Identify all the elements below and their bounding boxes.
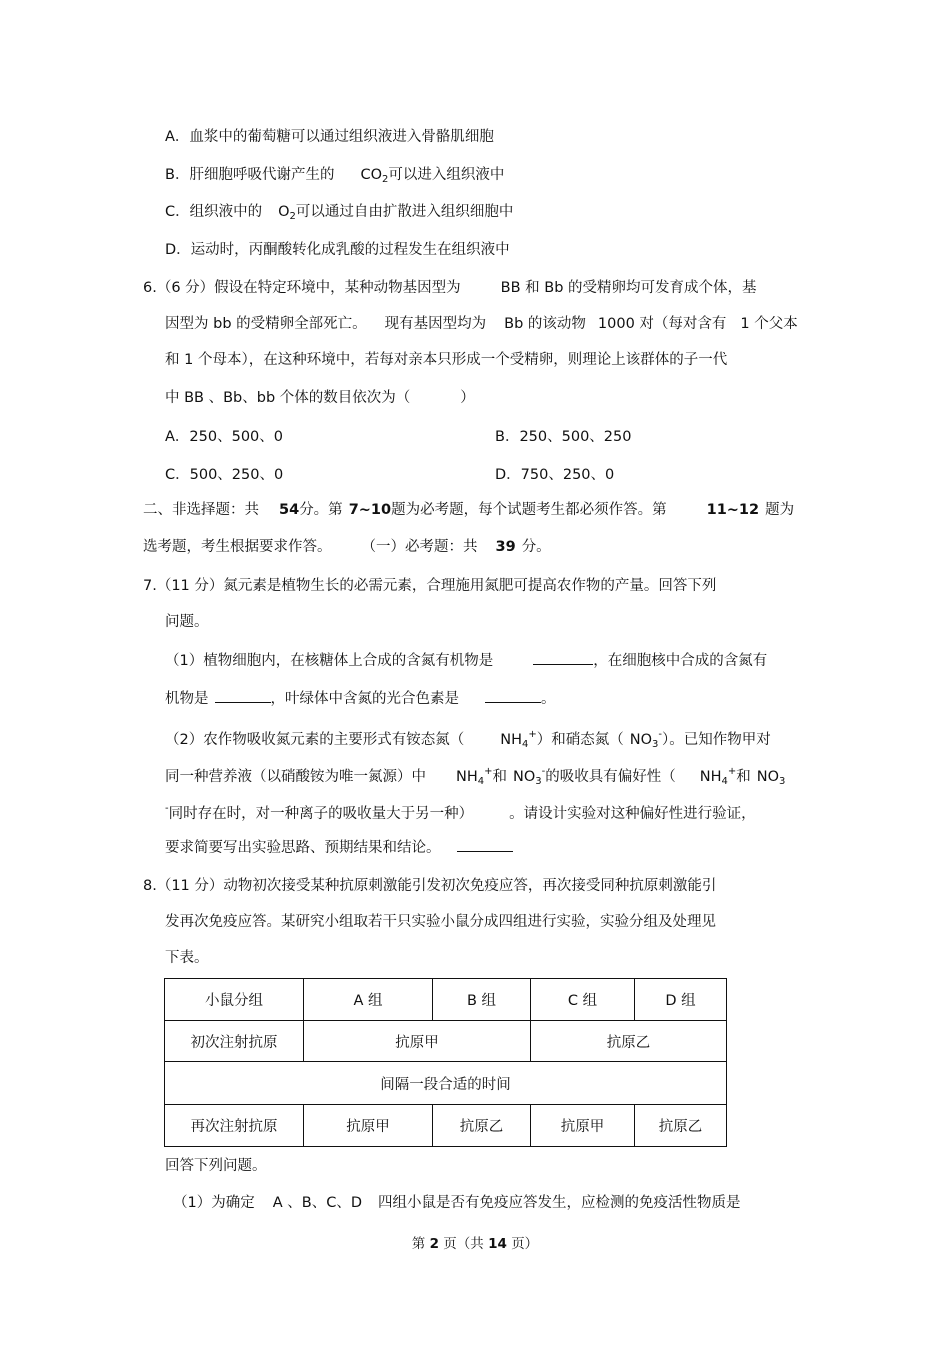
q7-part1-line2 xyxy=(165,688,556,709)
q8-line3: 下表。 xyxy=(165,950,209,966)
q6-stem-b: BB 和 Bb 的受精卵均可发育成个体，基 xyxy=(500,280,757,296)
q6-line4 xyxy=(165,388,475,408)
q7-line2: 问题。 xyxy=(165,614,209,630)
q6-answer-paren: ） xyxy=(460,390,475,406)
grouping-table xyxy=(164,978,727,1147)
q7-p4-b: 。请设计实验对这种偏好性进行验证， xyxy=(509,806,756,822)
q5-option-c-tail: 可以通过自由扩散进入组织细胞中 xyxy=(295,204,514,220)
nh4-sup: + xyxy=(484,766,493,777)
answer-blank[interactable] xyxy=(215,688,271,703)
table-cell: 间隔一段合适的时间 xyxy=(165,1062,727,1105)
table-cell: 抗原甲 xyxy=(531,1105,635,1147)
q5-option-a: A．血浆中的葡萄糖可以通过组织液进入骨骼肌细胞 xyxy=(165,129,494,145)
table-cell: 抗原乙 xyxy=(433,1105,531,1147)
q7-p2-c: ）。已知作物甲对 xyxy=(662,732,771,748)
q6-line4-text: 中 BB 、Bb、bb 个体的数目依次为（ xyxy=(165,390,411,406)
no3-formula: NO xyxy=(513,769,536,785)
q8-sub1-b: A 、B、C、D xyxy=(272,1195,362,1211)
q6-line2-b: 现有基因型均为 xyxy=(384,316,487,332)
table-cell: 抗原甲 xyxy=(304,1105,433,1147)
s2-required-score: 39 xyxy=(495,539,516,555)
s2-e: 题为必考题，每个试题考生都必须作答。第 xyxy=(391,502,667,518)
s2-l2-d: 分。 xyxy=(521,539,551,555)
o2-formula: O xyxy=(278,204,290,220)
q6-line2 xyxy=(165,314,798,334)
table-cell: 抗原甲 xyxy=(304,1020,531,1062)
and-text: 和 xyxy=(736,769,751,785)
q8-line2: 发再次免疫应答。某研究小组取若干只实验小鼠分成四组进行实验，实验分组及处理见 xyxy=(165,914,716,930)
q7-part1-line1 xyxy=(165,650,767,671)
no3-formula: NO xyxy=(756,769,780,785)
q7-part2-line2 xyxy=(165,762,785,792)
s2-l2-a: 选考题，考生根据要求作答。 xyxy=(143,539,332,555)
nh4-sup: + xyxy=(727,766,737,777)
answer-blank[interactable] xyxy=(485,688,541,703)
q6-line2-d: 1000 对（每对含有 xyxy=(597,316,727,332)
q6-line1 xyxy=(143,278,757,298)
nh4-formula: NH xyxy=(500,732,522,748)
co2-subscript: 2 xyxy=(382,174,389,185)
q8-sub1 xyxy=(173,1193,741,1213)
q7-part2-line3 xyxy=(165,799,756,824)
q7-p5: 要求简要写出实验思路、预期结果和结论。 xyxy=(165,840,441,856)
table-row-label: 再次注射抗原 xyxy=(165,1105,304,1147)
nh4-sup: + xyxy=(528,729,537,740)
q5-option-b-text: B．肝细胞呼吸代谢产生的 xyxy=(165,167,335,183)
table-header-cell: A 组 xyxy=(304,979,433,1021)
q5-option-d: D．运动时，丙酮酸转化成乳酸的过程发生在组织液中 xyxy=(165,242,510,258)
q7-p2-b: ）和硝态氮（ xyxy=(536,732,624,748)
q7-p1-c: 机物是 xyxy=(165,691,209,707)
s2-l2-b: （一）必考题：共 xyxy=(361,539,478,555)
q6-stem-a: 6.（6 分）假设在特定环境中，某种动物基因型为 xyxy=(143,280,461,296)
q8-sub1-a: （1）为确定 xyxy=(173,1195,255,1211)
page-footer xyxy=(0,1232,950,1252)
and-text: 和 xyxy=(492,769,508,785)
footer-post: 页） xyxy=(511,1236,539,1252)
table-header-cell: 小鼠分组 xyxy=(165,979,304,1021)
q6-option-b: B．250、500、250 xyxy=(495,429,632,445)
nh4-sub: 4 xyxy=(521,739,529,750)
q6-line2-a: 因型为 bb 的受精卵全部死亡。 xyxy=(165,316,367,332)
q6-line3: 和 1 个母本），在这种环境中，若每对亲本只形成一个受精卵，则理论上该群体的子一代 xyxy=(165,352,728,368)
total-pages: 14 xyxy=(488,1236,507,1252)
q7-p1-b: ，在细胞核中合成的含氮有 xyxy=(593,653,768,669)
s2-optional-range: 11~12 xyxy=(706,502,760,518)
q8-sub1-c: 四组小鼠是否有免疫应答发生，应检测的免疫活性物质是 xyxy=(378,1195,741,1211)
s2-g: 题为 xyxy=(765,502,795,518)
q6-option-d: D．750、250、0 xyxy=(495,467,615,483)
table-header-row xyxy=(165,979,727,1021)
table-header-cell: D 组 xyxy=(635,979,727,1021)
q6-line2-c: Bb 的该动物 xyxy=(504,316,586,332)
o2-subscript: 2 xyxy=(289,211,296,222)
q6-line2-e: 1 个父本 xyxy=(740,316,798,332)
table-row xyxy=(165,1105,727,1147)
nh4-formula: NH xyxy=(456,769,478,785)
s2-required-range: 7~10 xyxy=(348,502,392,518)
co2-formula: CO xyxy=(360,167,382,183)
q6-option-a: A．250、500、0 xyxy=(165,429,283,445)
table-row xyxy=(165,1020,727,1062)
s2-total-score: 54 xyxy=(279,502,300,518)
no3-sub: 3 xyxy=(779,776,786,787)
q7-part2-line4 xyxy=(165,837,513,858)
q7-part2-line1 xyxy=(165,725,771,755)
table-header-cell: B 组 xyxy=(433,979,531,1021)
q5-option-b xyxy=(165,165,504,190)
nh4-sub: 4 xyxy=(477,776,485,787)
s2-c: 分。第 xyxy=(299,502,343,518)
q7-p2-a: （2）农作物吸收氮元素的主要形式有铵态氮（ xyxy=(165,732,465,748)
q7-p3-a: 同一种营养液（以硝酸铵为唯一氮源）中 xyxy=(165,769,426,785)
no3-sub: 3 xyxy=(652,739,659,750)
q8-line1: 8.（11 分）动物初次接受某种抗原刺激能引发初次免疫应答，再次接受同种抗原刺激能引 xyxy=(143,878,717,894)
q8-after-table: 回答下列问题。 xyxy=(165,1158,267,1174)
footer-pre: 第 xyxy=(411,1236,426,1252)
no3-sup: - xyxy=(541,766,546,777)
table-row-label: 初次注射抗原 xyxy=(165,1020,304,1062)
footer-mid: 页（共 xyxy=(443,1236,484,1252)
q7-line1: 7.（11 分）氮元素是植物生长的必需元素，合理施用氮肥可提高农作物的产量。回答下列 xyxy=(143,578,717,594)
table-cell: 抗原乙 xyxy=(635,1105,727,1147)
no3-sup: - xyxy=(658,729,662,740)
answer-blank[interactable] xyxy=(533,650,593,665)
nh4-sub: 4 xyxy=(721,776,728,787)
q7-p1-e: 。 xyxy=(541,691,556,707)
no3-formula: NO xyxy=(629,732,653,748)
no3-sub: 3 xyxy=(535,776,542,787)
no3-sup: - xyxy=(165,803,169,814)
page-number: 2 xyxy=(429,1236,439,1252)
q7-p3-b: 的吸收具有偏好性（ xyxy=(545,769,676,785)
section2-line2 xyxy=(143,537,551,557)
q5-option-b-tail: 可以进入组织液中 xyxy=(388,167,505,183)
q7-p1-a: （1）植物细胞内，在核糖体上合成的含氮有机物是 xyxy=(165,653,494,669)
section2-line1 xyxy=(143,500,794,520)
q7-p4-a: 同时存在时，对一种离子的吸收量大于另一种） xyxy=(168,806,474,822)
answer-blank[interactable] xyxy=(457,837,513,852)
table-header-cell: C 组 xyxy=(531,979,635,1021)
q5-option-c xyxy=(165,202,513,227)
q7-p1-d: ，叶绿体中含氮的光合色素是 xyxy=(270,691,459,707)
q5-option-c-text: C．组织液中的 xyxy=(165,204,263,220)
s2-a: 二、非选择题：共 xyxy=(143,502,259,518)
table-cell: 抗原乙 xyxy=(531,1020,727,1062)
nh4-formula: NH xyxy=(699,769,722,785)
table-row xyxy=(165,1062,727,1105)
q6-option-c: C．500、250、0 xyxy=(165,467,284,483)
